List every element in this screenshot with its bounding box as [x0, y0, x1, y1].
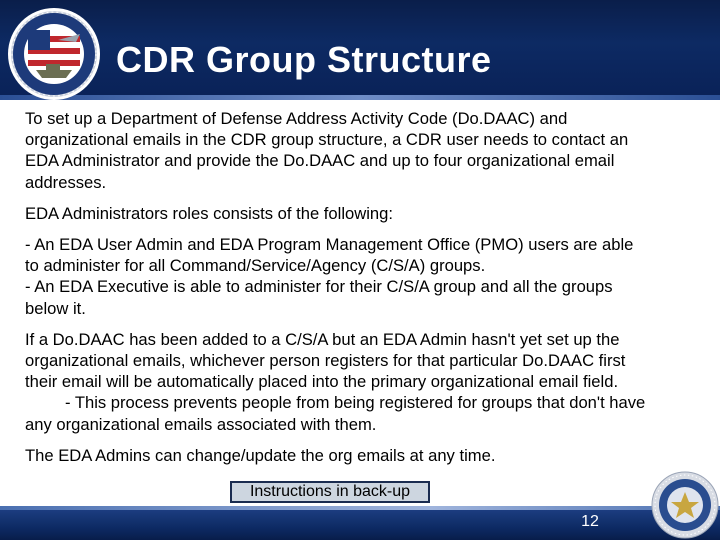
dod-seal-icon [650, 470, 720, 540]
admin-note: The EDA Admins can change/update the org emails at any time. [25, 445, 496, 465]
registration-paragraph [25, 329, 705, 435]
text-line: EDA Administrator and provide the Do.DAAC and up to four organizational email [25, 151, 615, 171]
page-title: CDR Group Structure [116, 39, 492, 80]
text-line: organizational emails in the CDR group structure, a CDR user needs to contact an [25, 130, 629, 150]
text-line: addresses. [25, 172, 107, 192]
intro-paragraph [25, 108, 705, 193]
text-line: to administer for all Command/Service/Agency (C/S/A) groups. [25, 256, 486, 276]
page-number: 12 [581, 513, 599, 530]
backup-instructions-button[interactable]: Instructions in back-up [230, 481, 430, 503]
roles-list [25, 234, 705, 319]
text-line: - An EDA Executive is able to administer for their C/S/A group and all the groups [25, 277, 613, 297]
text-line: their email will be automatically placed into the primary organizational email field. [25, 372, 619, 392]
text-line: - This process prevents people from being registered for groups that don't have [65, 393, 646, 413]
text-line: below it. [25, 298, 86, 318]
footer-bar [0, 510, 720, 540]
text-line: To set up a Department of Defense Address Activity Code (Do.DAAC) and [25, 109, 568, 128]
text-line: organizational emails, whichever person registers for that particular Do.DAAC first [25, 351, 626, 371]
text-line: If a Do.DAAC has been added to a C/S/A but an EDA Admin hasn't yet set up the [25, 329, 620, 349]
text-line: - An EDA User Admin and EDA Program Management Office (PMO) users are able [25, 235, 634, 255]
slide-body [25, 108, 705, 476]
text-line: any organizational emails associated with them. [25, 414, 377, 434]
eda-logo-icon [6, 6, 102, 102]
header-divider [0, 95, 720, 100]
roles-heading: EDA Administrators roles consists of the following: [25, 203, 393, 223]
